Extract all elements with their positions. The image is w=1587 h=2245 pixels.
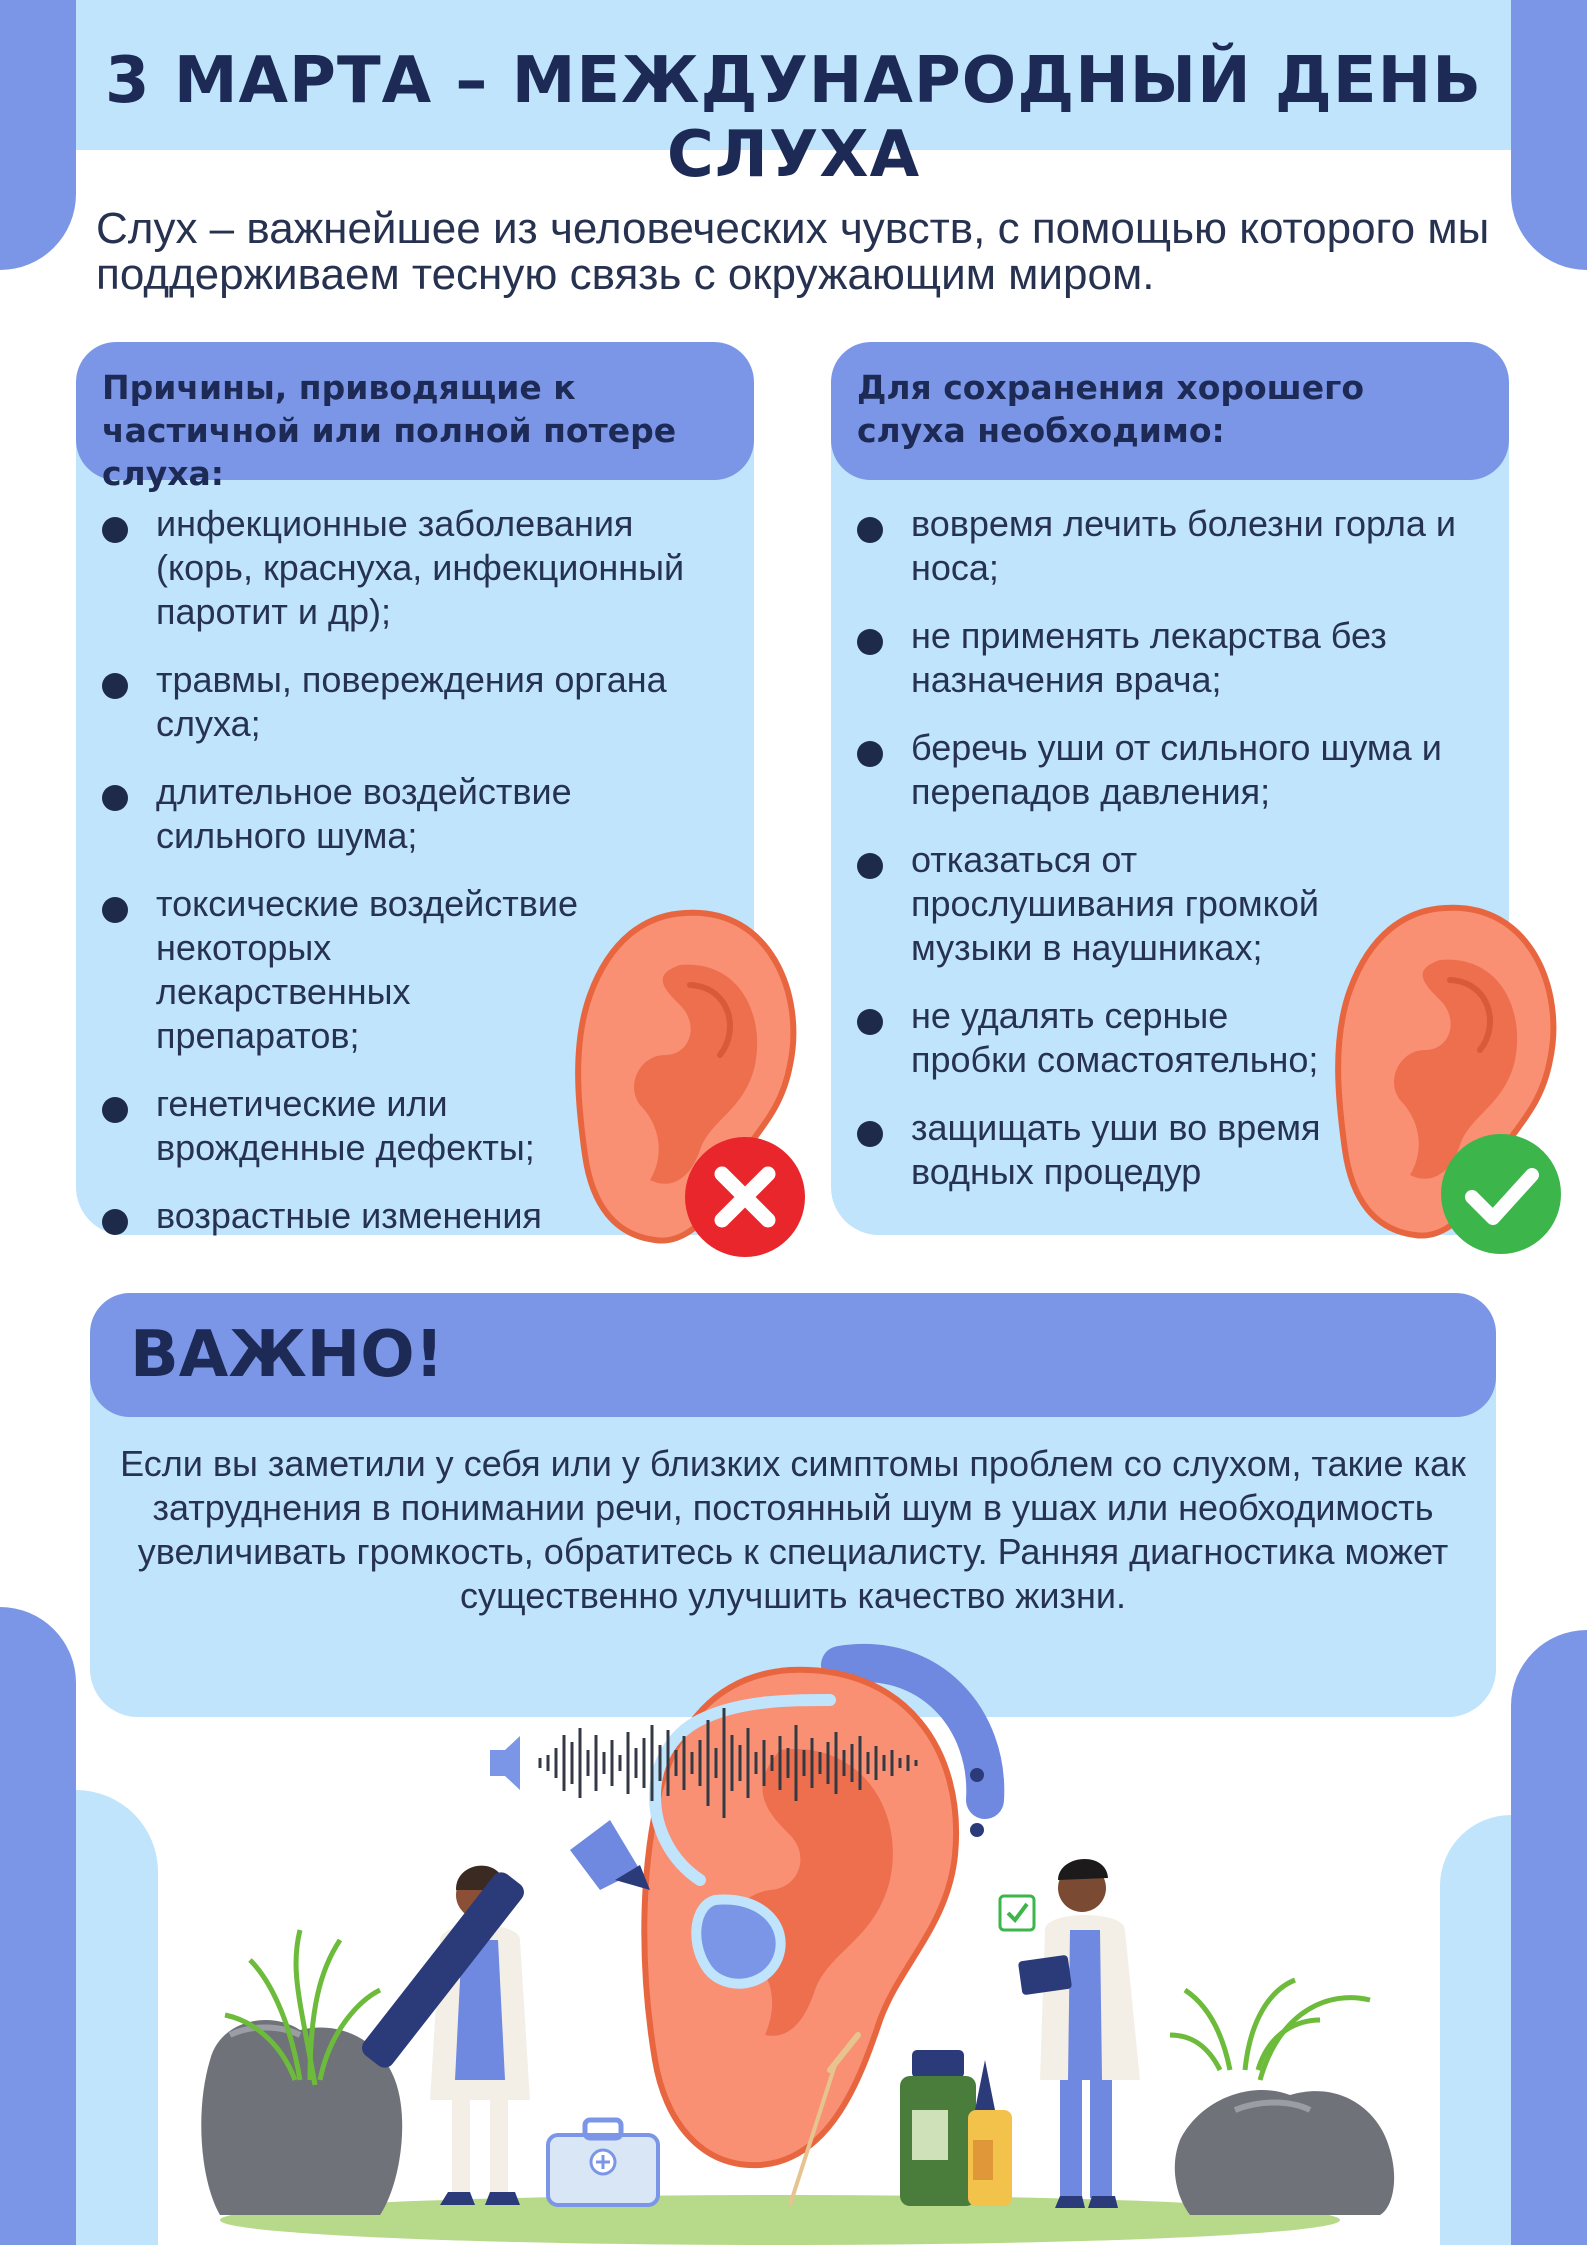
important-title: ВАЖНО! — [130, 1318, 444, 1392]
doctor-right — [1018, 1859, 1140, 2208]
page-title: 3 МАРТА – МЕЖДУНАРОДНЫЙ ДЕНЬ СЛУХА — [105, 44, 1482, 192]
list-item-text: травмы, повереждения органа слуха; — [156, 659, 667, 744]
grass-right — [1170, 1980, 1370, 2080]
bullet-icon — [857, 853, 883, 879]
list-item-text: не удалять серные пробки сомастоятельно; — [911, 995, 1319, 1080]
list-item-text: вовремя лечить болезни горла и носа; — [911, 503, 1456, 588]
important-text: Если вы заметили у себя или у близких симптомы проблем со слухом, такие как затруднения в понимании речи, постоянный шум в ушах или необходимость увеличивать громкость, обратитесь к специалисту. Ранняя диагностика может существенно улучшить качество жизни. — [120, 1443, 1466, 1616]
bottle-icon — [900, 2050, 1012, 2206]
bullet-icon — [857, 629, 883, 655]
prevention-title: Для сохранения хорошего слуха необходимо: — [831, 342, 1509, 480]
check-icon — [1440, 1133, 1562, 1255]
bullet-icon — [857, 1121, 883, 1147]
list-item-text: защищать уши во время водных процедур — [911, 1107, 1321, 1192]
bullet-icon — [857, 1009, 883, 1035]
bullet-icon — [102, 785, 128, 811]
speaker-icon — [490, 1736, 520, 1790]
list-item-text: беречь уши от сильного шума и перепадов давления; — [911, 727, 1442, 812]
causes-title: Причины, приводящие к частичной или полной потере слуха: — [76, 342, 754, 480]
ground — [220, 2195, 1340, 2245]
intro-text: Слух – важнейшее из человеческих чувств, с помощью которого мы поддерживаем тесную связь с окружающим миром. — [96, 204, 1490, 299]
list-item-text: отказаться от прослушивания громкой музыки в наушниках; — [911, 839, 1319, 968]
bullet-icon — [102, 673, 128, 699]
bullet-icon — [102, 517, 128, 543]
list-item — [76, 502, 754, 634]
list-item — [76, 658, 754, 746]
bullet-icon — [102, 897, 128, 923]
decor-tab-top-left — [0, 0, 76, 270]
bullet-icon — [102, 1097, 128, 1123]
small-check-icon — [1000, 1896, 1034, 1930]
list-item-text: не применять лекарства без назначения врача; — [911, 615, 1387, 700]
bullet-icon — [102, 1209, 128, 1235]
hearing-illustration — [0, 1640, 1587, 2245]
medical-kit-icon — [548, 2120, 658, 2205]
cross-icon — [684, 1136, 806, 1258]
list-item — [831, 614, 1509, 702]
list-item — [831, 726, 1509, 814]
list-item-text: возрастные изменения — [156, 1195, 542, 1236]
decor-tab-top-right — [1511, 0, 1587, 270]
rocks-right — [1175, 2090, 1394, 2215]
list-item-text: токсические воздействие некоторых лекарственных препаратов; — [156, 883, 578, 1056]
list-item — [831, 502, 1509, 590]
bullet-icon — [857, 741, 883, 767]
list-item-text: генетические или врожденные дефекты; — [156, 1083, 535, 1168]
bullet-icon — [857, 517, 883, 543]
list-item-text: инфекционные заболевания (корь, краснуха, инфекционный паротит и др); — [156, 503, 685, 632]
list-item — [76, 770, 754, 858]
list-item-text: длительное воздействие сильного шума; — [156, 771, 572, 856]
